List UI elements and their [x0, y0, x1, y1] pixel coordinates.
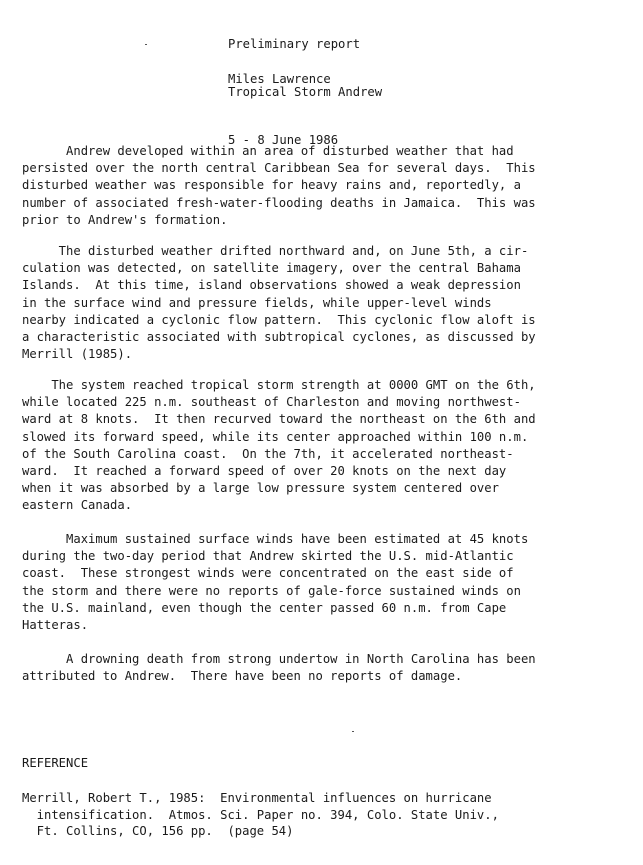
reference-heading: REFERENCE	[22, 756, 89, 770]
text-line: during the two-day period that Andrew skirted the U.S. mid-Atlantic	[22, 549, 514, 564]
reference-line: Merrill, Robert T., 1985: Environmental influences on hurricane	[22, 791, 492, 805]
text-line: coast. These strongest winds were concentrated on the east side of	[22, 566, 514, 581]
paragraph-formation	[22, 143, 622, 229]
paragraph-track	[22, 377, 622, 515]
text-line: the storm and there were no reports of gale-force sustained winds on	[22, 583, 521, 598]
text-line: Hatteras.	[22, 618, 89, 633]
text-line: persisted over the north central Caribbean Sea for several days. This	[22, 161, 536, 176]
text-line: The system reached tropical storm strength at 0000 GMT on the 6th,	[22, 378, 536, 392]
text-line: in the surface wind and pressure fields, while upper-level winds	[22, 295, 492, 310]
report-type: Preliminary report	[228, 37, 361, 51]
paragraph-winds	[22, 531, 622, 634]
text-line: Islands. At this time, island observations showed a weak depression	[22, 278, 521, 293]
reference-line: Ft. Collins, CO, 156 pp. (page 54)	[22, 824, 294, 838]
text-line: a characteristic associated with subtropical cyclones, as discussed by	[22, 330, 536, 345]
scan-speck	[352, 731, 354, 732]
text-line: disturbed weather was responsible for heavy rains and, reportedly, a	[22, 178, 521, 193]
text-line: nearby indicated a cyclonic flow pattern. This cyclonic flow aloft is	[22, 312, 536, 327]
text-line: culation was detected, on satellite imagery, over the central Bahama	[22, 261, 521, 276]
text-line: number of associated fresh-water-flooding deaths in Jamaica. This was	[22, 195, 536, 210]
text-line: slowed its forward speed, while its center approached within 100 n.m.	[22, 429, 529, 444]
storm-name: Tropical Storm Andrew	[228, 85, 383, 99]
text-line: of the South Carolina coast. On the 7th, it accelerated northeast-	[22, 446, 514, 461]
text-line: Maximum sustained surface winds have been estimated at 45 knots	[22, 532, 529, 546]
paragraph-circulation	[22, 243, 622, 363]
text-line: attributed to Andrew. There have been no reports of damage.	[22, 669, 463, 684]
scan-speck	[145, 44, 147, 45]
paragraph-casualties	[22, 651, 622, 685]
text-line: A drowning death from strong undertow in North Carolina has been	[22, 652, 536, 666]
text-line: Andrew developed within an area of disturbed weather that had	[22, 144, 514, 158]
text-line: eastern Canada.	[22, 498, 133, 513]
storm-dates: 5 - 8 June 1986	[228, 133, 339, 147]
text-line: The disturbed weather drifted northward and, on June 5th, a cir-	[22, 244, 529, 258]
text-line: Merrill (1985).	[22, 347, 133, 362]
text-line: when it was absorbed by a large low pressure system centered over	[22, 481, 499, 496]
text-line: ward. It reached a forward speed of over 20 knots on the next day	[22, 464, 507, 479]
reference-entry	[22, 790, 499, 840]
report-author: Miles Lawrence	[228, 72, 331, 86]
text-line: prior to Andrew's formation.	[22, 212, 228, 227]
text-line: ward at 8 knots. It then recurved toward the northeast on the 6th and	[22, 412, 536, 427]
text-line: the U.S. mainland, even though the center passed 60 n.m. from Cape	[22, 600, 507, 615]
reference-line: intensification. Atmos. Sci. Paper no. 394, Colo. State Univ.,	[22, 807, 499, 822]
text-line: while located 225 n.m. southeast of Charleston and moving northwest-	[22, 395, 521, 410]
